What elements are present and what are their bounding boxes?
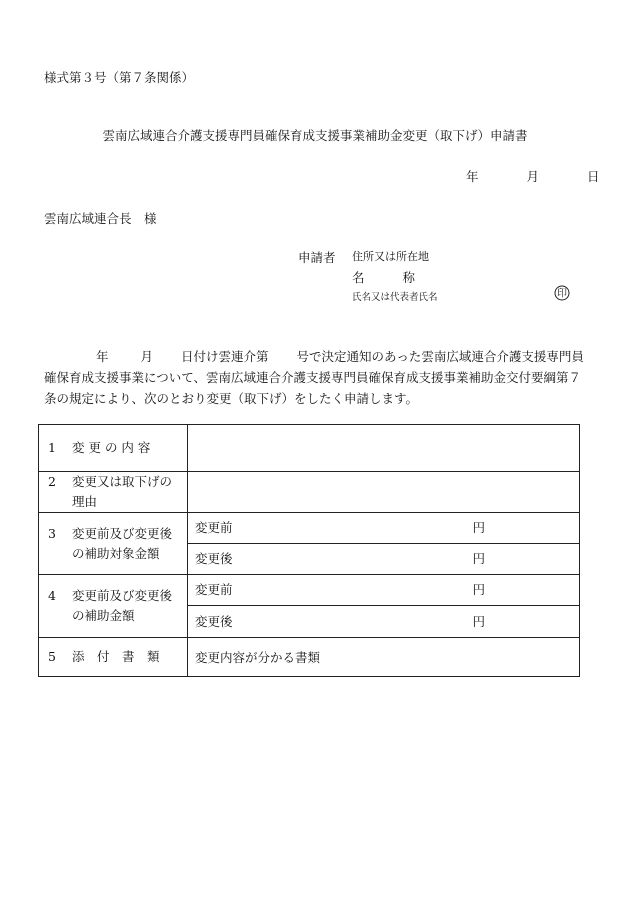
row-number: 5 (48, 649, 56, 664)
row-label-text: 変更又は取下げの理由 (72, 474, 173, 509)
date-day: 日 (586, 169, 600, 184)
attachment-value: 変更内容が分かる書類 (195, 650, 321, 665)
table-row (39, 425, 580, 472)
yen-unit: 円 (472, 520, 485, 535)
row-label (39, 575, 188, 638)
name-char-1: 名 (352, 270, 365, 285)
before-label: 変更前 (195, 582, 233, 597)
date-line (466, 167, 599, 185)
after-label: 変更後 (195, 613, 233, 629)
subsidy-after-cell[interactable] (188, 606, 580, 638)
seal-char: 印 (557, 288, 567, 300)
row-label-text: 変 更 の 内 容 (72, 440, 151, 455)
row-label (39, 472, 188, 513)
seal-icon (554, 285, 570, 301)
body-paragraph (44, 346, 592, 409)
row-label-text: 添 付 書 類 (72, 649, 160, 664)
table-row (39, 575, 580, 606)
row-value[interactable] (188, 472, 580, 513)
row-number: 4 (48, 588, 56, 603)
applicant-label: 申請者 (298, 250, 336, 265)
row-value[interactable] (188, 425, 580, 472)
date-month: 月 (526, 169, 539, 184)
address-label: 住所又は所在地 (352, 250, 429, 263)
body-month: 月 (140, 349, 154, 364)
attachment-cell[interactable] (188, 638, 580, 677)
detail-table (38, 424, 580, 677)
after-label: 変更後 (195, 551, 233, 566)
body-day-ref: 日付け雲連介第 (181, 349, 269, 364)
body-text-main: 号で決定通知のあった雲南広域連合介護支援専門員確保育成支援事業について、雲南広域連合介護支援専門員確保育成支援事業補助金交付要綱第７条の規定により、次のとおり変更（取下げ）をしたく申請します。 (44, 349, 584, 406)
yen-unit: 円 (472, 582, 485, 597)
name-label (352, 268, 415, 286)
row-label-text: 変更前及び変更後の補助金額 (72, 588, 173, 623)
date-year: 年 (466, 169, 479, 184)
row-number: 1 (48, 440, 56, 455)
before-label: 変更前 (195, 520, 233, 535)
body-year: 年 (96, 349, 109, 364)
table-row (39, 638, 580, 677)
row-label (39, 638, 188, 677)
table-row (39, 513, 580, 544)
row-label (39, 425, 188, 472)
name-char-2: 称 (402, 270, 416, 285)
amount-before-cell[interactable] (188, 513, 580, 544)
yen-unit: 円 (472, 551, 485, 566)
addressee: 雲南広域連合長 様 (44, 211, 157, 226)
form-number: 様式第３号（第７条関係） (44, 70, 195, 85)
yen-unit: 円 (472, 613, 485, 629)
amount-after-cell[interactable] (188, 544, 580, 575)
row-label-text: 変更前及び変更後の補助対象金額 (72, 525, 173, 561)
row-number: 2 (48, 474, 56, 489)
subsidy-before-cell[interactable] (188, 575, 580, 606)
representative-label: 氏名又は代表者氏名 (352, 292, 438, 303)
row-number: 3 (48, 525, 56, 541)
row-label (39, 513, 188, 575)
document-title: 雲南広域連合介護支援専門員確保育成支援事業補助金変更（取下げ）申請書 (102, 128, 528, 143)
table-row (39, 472, 580, 513)
